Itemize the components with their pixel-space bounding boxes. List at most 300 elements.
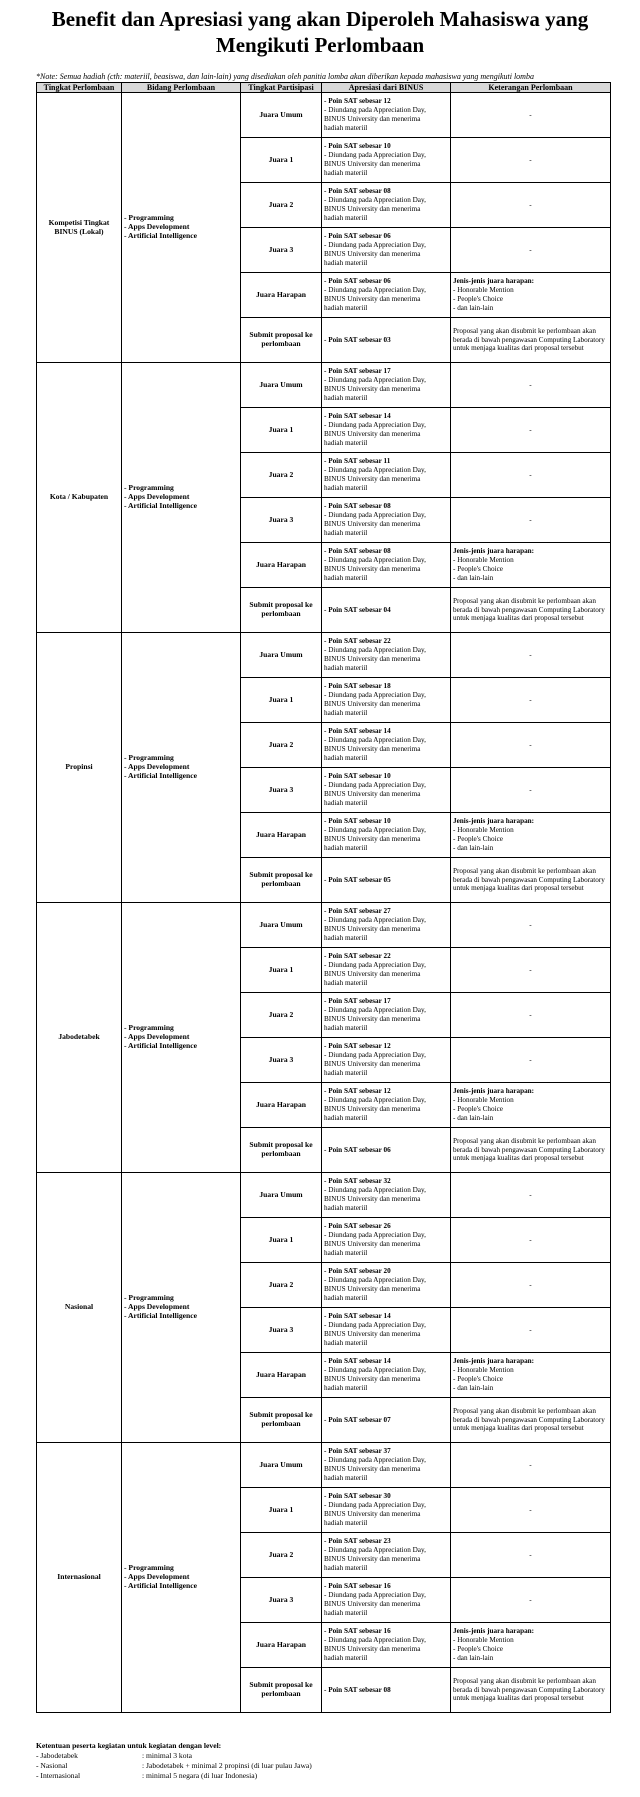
field-cell bbox=[122, 93, 241, 363]
appreciation-cell bbox=[322, 498, 451, 543]
award-text: BINUS University dan menerima bbox=[324, 1555, 421, 1563]
description-cell: - bbox=[451, 1533, 611, 1578]
award-text: hadiah materiil bbox=[324, 213, 368, 222]
points-text: - Poin SAT sebesar 18 bbox=[324, 682, 391, 691]
award-text: BINUS University dan menerima bbox=[324, 700, 421, 708]
award-text: hadiah materiil bbox=[324, 798, 368, 807]
award-text: BINUS University dan menerima bbox=[324, 1060, 421, 1068]
note-text: *Note: Semua hadiah (cth: materiil, beasiswa, dan lain-lain) yang disediakan oleh panitia lomba akan diberikan kepada mahasiswa yang mengikuti lomba bbox=[36, 72, 534, 81]
rules-title: Ketentuan peserta kegiatan untuk kegiatan dengan level: bbox=[36, 1741, 222, 1750]
rule-item bbox=[36, 1771, 610, 1781]
table-row bbox=[37, 363, 611, 408]
participation-cell: Juara Harapan bbox=[241, 273, 322, 318]
points-text: - Poin SAT sebesar 10 bbox=[324, 142, 391, 151]
field-item: - Apps Development bbox=[124, 492, 190, 502]
award-text: - Diundang pada Appreciation Day, bbox=[324, 916, 426, 925]
appreciation-cell bbox=[322, 858, 451, 903]
award-text: - Diundang pada Appreciation Day, bbox=[324, 691, 426, 700]
points-text: - Poin SAT sebesar 16 bbox=[324, 1627, 391, 1636]
award-text: BINUS University dan menerima bbox=[324, 925, 421, 933]
award-text: BINUS University dan menerima bbox=[324, 835, 421, 843]
appreciation-cell bbox=[322, 543, 451, 588]
harapan-item: - Honorable Mention bbox=[453, 1096, 514, 1105]
points-text: - Poin SAT sebesar 07 bbox=[324, 1415, 391, 1424]
table-row bbox=[37, 93, 611, 138]
appreciation-cell bbox=[322, 183, 451, 228]
award-text: BINUS University dan menerima bbox=[324, 430, 421, 438]
award-text: - Diundang pada Appreciation Day, bbox=[324, 961, 426, 970]
award-text: - Diundang pada Appreciation Day, bbox=[324, 376, 426, 385]
rule-item bbox=[36, 1751, 610, 1761]
description-cell: - bbox=[451, 903, 611, 948]
harapan-item: - dan lain-lain bbox=[453, 1653, 494, 1662]
field-item: - Artificial Intelligence bbox=[124, 1040, 197, 1050]
description-cell: - bbox=[451, 93, 611, 138]
award-text: BINUS University dan menerima bbox=[324, 1240, 421, 1248]
award-text: - Diundang pada Appreciation Day, bbox=[324, 1591, 426, 1600]
award-text: hadiah materiil bbox=[324, 123, 368, 132]
points-text: - Poin SAT sebesar 08 bbox=[324, 187, 391, 196]
appreciation-cell bbox=[322, 993, 451, 1038]
participation-cell: Submit proposal ke perlombaan bbox=[241, 1398, 322, 1443]
rule-item bbox=[36, 1761, 610, 1771]
harapan-item: - People's Choice bbox=[453, 835, 504, 843]
award-text: BINUS University dan menerima bbox=[324, 1285, 421, 1293]
harapan-title: Jenis-jenis juara harapan: bbox=[453, 547, 535, 556]
participation-cell: Juara 2 bbox=[241, 993, 322, 1038]
points-text: - Poin SAT sebesar 08 bbox=[324, 1685, 391, 1694]
award-text: - Diundang pada Appreciation Day, bbox=[324, 1546, 426, 1555]
points-text: - Poin SAT sebesar 32 bbox=[324, 1177, 391, 1186]
participation-cell: Juara 1 bbox=[241, 678, 322, 723]
harapan-item: - dan lain-lain bbox=[453, 1383, 494, 1392]
points-text: - Poin SAT sebesar 11 bbox=[324, 457, 391, 466]
harapan-title: Jenis-jenis juara harapan: bbox=[453, 1087, 535, 1096]
award-text: hadiah materiil bbox=[324, 753, 368, 762]
participation-cell: Juara 2 bbox=[241, 183, 322, 228]
participation-cell: Juara 1 bbox=[241, 408, 322, 453]
participation-cell: Juara 3 bbox=[241, 1038, 322, 1083]
field-item: - Apps Development bbox=[124, 222, 190, 232]
award-text: - Diundang pada Appreciation Day, bbox=[324, 106, 426, 115]
award-text: BINUS University dan menerima bbox=[324, 1330, 421, 1338]
description-cell: Proposal yang akan disubmit ke perlombaan akan berada di bawah pengawasan Computing Laboratory untuk menjaga kualitas dari proposal tersebut bbox=[451, 1398, 611, 1443]
award-text: hadiah materiil bbox=[324, 1608, 368, 1617]
award-text: - Diundang pada Appreciation Day, bbox=[324, 1186, 426, 1195]
harapan-item: - dan lain-lain bbox=[453, 573, 494, 582]
harapan-item: - People's Choice bbox=[453, 1645, 504, 1653]
harapan-item: - dan lain-lain bbox=[453, 843, 494, 852]
field-item: - Programming bbox=[124, 483, 174, 493]
description-cell: Proposal yang akan disubmit ke perlombaan akan berada di bawah pengawasan Computing Laboratory untuk menjaga kualitas dari proposal tersebut bbox=[451, 858, 611, 903]
participation-cell: Submit proposal ke perlombaan bbox=[241, 588, 322, 633]
level-cell: Jabodetabek bbox=[37, 903, 122, 1173]
harapan-item: - People's Choice bbox=[453, 1105, 504, 1113]
field-item: - Apps Development bbox=[124, 762, 190, 772]
award-text: - Diundang pada Appreciation Day, bbox=[324, 736, 426, 745]
participation-cell: Juara Harapan bbox=[241, 543, 322, 588]
description-cell: - bbox=[451, 183, 611, 228]
rule-label: - Internasional bbox=[36, 1771, 81, 1780]
points-text: - Poin SAT sebesar 22 bbox=[324, 952, 391, 961]
harapan-title: Jenis-jenis juara harapan: bbox=[453, 277, 535, 286]
award-text: hadiah materiil bbox=[324, 933, 368, 942]
award-text: - Diundang pada Appreciation Day, bbox=[324, 1501, 426, 1510]
description-cell: - bbox=[451, 633, 611, 678]
description-cell: - bbox=[451, 1038, 611, 1083]
award-text: BINUS University dan menerima bbox=[324, 1375, 421, 1383]
description-cell: - bbox=[451, 1488, 611, 1533]
field-cell bbox=[122, 903, 241, 1173]
description-cell bbox=[451, 1623, 611, 1668]
points-text: - Poin SAT sebesar 12 bbox=[324, 1042, 391, 1051]
appreciation-cell bbox=[322, 633, 451, 678]
rules-section bbox=[36, 1741, 610, 1781]
appreciation-cell bbox=[322, 1353, 451, 1398]
description-cell: - bbox=[451, 723, 611, 768]
award-text: hadiah materiil bbox=[324, 708, 368, 717]
participation-cell: Juara 3 bbox=[241, 228, 322, 273]
description-cell: - bbox=[451, 228, 611, 273]
award-text: hadiah materiil bbox=[324, 393, 368, 402]
appreciation-cell bbox=[322, 1488, 451, 1533]
table-header-row bbox=[37, 83, 611, 93]
award-text: hadiah materiil bbox=[324, 1518, 368, 1527]
participation-cell: Juara Harapan bbox=[241, 1353, 322, 1398]
harapan-item: - People's Choice bbox=[453, 1375, 504, 1383]
points-text: - Poin SAT sebesar 27 bbox=[324, 907, 391, 916]
field-item: - Programming bbox=[124, 1563, 174, 1573]
award-text: BINUS University dan menerima bbox=[324, 1510, 421, 1518]
award-text: hadiah materiil bbox=[324, 303, 368, 312]
points-text: - Poin SAT sebesar 20 bbox=[324, 1267, 391, 1276]
award-text: BINUS University dan menerima bbox=[324, 475, 421, 483]
award-text: hadiah materiil bbox=[324, 978, 368, 987]
award-text: BINUS University dan menerima bbox=[324, 295, 421, 303]
header-field: Bidang Perlombaan bbox=[122, 83, 241, 93]
award-text: - Diundang pada Appreciation Day, bbox=[324, 1456, 426, 1465]
participation-cell: Juara Umum bbox=[241, 363, 322, 408]
field-item: - Apps Development bbox=[124, 1032, 190, 1042]
appreciation-cell bbox=[322, 1173, 451, 1218]
description-cell: Proposal yang akan disubmit ke perlombaan akan berada di bawah pengawasan Computing Laboratory untuk menjaga kualitas dari proposal tersebut bbox=[451, 588, 611, 633]
description-cell: - bbox=[451, 138, 611, 183]
appreciation-cell bbox=[322, 228, 451, 273]
points-text: - Poin SAT sebesar 03 bbox=[324, 335, 391, 344]
description-cell: - bbox=[451, 363, 611, 408]
award-text: hadiah materiil bbox=[324, 1383, 368, 1392]
harapan-item: - dan lain-lain bbox=[453, 303, 494, 312]
award-text: BINUS University dan menerima bbox=[324, 250, 421, 258]
appreciation-cell bbox=[322, 318, 451, 363]
header-level: Tingkat Perlombaan bbox=[37, 83, 122, 93]
award-text: - Diundang pada Appreciation Day, bbox=[324, 1276, 426, 1285]
field-item: - Programming bbox=[124, 753, 174, 763]
award-text: hadiah materiil bbox=[324, 1023, 368, 1032]
points-text: - Poin SAT sebesar 23 bbox=[324, 1537, 391, 1546]
award-text: hadiah materiil bbox=[324, 483, 368, 492]
description-cell: - bbox=[451, 768, 611, 813]
award-text: BINUS University dan menerima bbox=[324, 1195, 421, 1203]
participation-cell: Juara Harapan bbox=[241, 1083, 322, 1128]
description-cell: - bbox=[451, 1263, 611, 1308]
participation-cell: Juara 1 bbox=[241, 1488, 322, 1533]
description-cell: - bbox=[451, 1578, 611, 1623]
points-text: - Poin SAT sebesar 12 bbox=[324, 97, 391, 106]
award-text: - Diundang pada Appreciation Day, bbox=[324, 1321, 426, 1330]
appreciation-cell bbox=[322, 1038, 451, 1083]
award-text: hadiah materiil bbox=[324, 1473, 368, 1482]
award-text: BINUS University dan menerima bbox=[324, 1645, 421, 1653]
award-text: BINUS University dan menerima bbox=[324, 745, 421, 753]
description-cell bbox=[451, 273, 611, 318]
header-participation: Tingkat Partisipasi bbox=[241, 83, 322, 93]
harapan-item: - Honorable Mention bbox=[453, 826, 514, 835]
award-text: hadiah materiil bbox=[324, 168, 368, 177]
award-text: BINUS University dan menerima bbox=[324, 115, 421, 123]
award-text: hadiah materiil bbox=[324, 1653, 368, 1662]
points-text: - Poin SAT sebesar 16 bbox=[324, 1582, 391, 1591]
participation-cell: Juara 3 bbox=[241, 498, 322, 543]
points-text: - Poin SAT sebesar 14 bbox=[324, 412, 391, 421]
award-text: hadiah materiil bbox=[324, 438, 368, 447]
award-text: - Diundang pada Appreciation Day, bbox=[324, 1366, 426, 1375]
harapan-title: Jenis-jenis juara harapan: bbox=[453, 817, 535, 826]
participation-cell: Juara Umum bbox=[241, 1173, 322, 1218]
participation-cell: Juara 1 bbox=[241, 138, 322, 183]
field-cell bbox=[122, 633, 241, 903]
harapan-item: - dan lain-lain bbox=[453, 1113, 494, 1122]
level-cell: Internasional bbox=[37, 1443, 122, 1713]
description-cell bbox=[451, 543, 611, 588]
rule-value: : minimal 5 negara (di luar Indonesia) bbox=[142, 1771, 258, 1780]
award-text: hadiah materiil bbox=[324, 843, 368, 852]
description-cell: - bbox=[451, 1173, 611, 1218]
award-text: hadiah materiil bbox=[324, 1338, 368, 1347]
award-text: hadiah materiil bbox=[324, 1293, 368, 1302]
points-text: - Poin SAT sebesar 06 bbox=[324, 1145, 391, 1154]
award-text: hadiah materiil bbox=[324, 1113, 368, 1122]
appreciation-cell bbox=[322, 1128, 451, 1173]
field-item: - Artificial Intelligence bbox=[124, 230, 197, 240]
award-text: - Diundang pada Appreciation Day, bbox=[324, 556, 426, 565]
participation-cell: Juara Umum bbox=[241, 1443, 322, 1488]
rule-label: - Jabodetabek bbox=[36, 1751, 78, 1760]
points-text: - Poin SAT sebesar 12 bbox=[324, 1087, 391, 1096]
description-cell: - bbox=[451, 678, 611, 723]
award-text: BINUS University dan menerima bbox=[324, 790, 421, 798]
points-text: - Poin SAT sebesar 22 bbox=[324, 637, 391, 646]
description-cell: - bbox=[451, 1218, 611, 1263]
award-text: - Diundang pada Appreciation Day, bbox=[324, 826, 426, 835]
rule-label: - Nasional bbox=[36, 1761, 68, 1770]
award-text: BINUS University dan menerima bbox=[324, 160, 421, 168]
appreciation-cell bbox=[322, 813, 451, 858]
field-cell bbox=[122, 1443, 241, 1713]
description-cell: - bbox=[451, 993, 611, 1038]
appreciation-cell bbox=[322, 948, 451, 993]
points-text: - Poin SAT sebesar 26 bbox=[324, 1222, 391, 1231]
rule-value: : Jabodetabek + minimal 2 propinsi (di luar pulau Jawa) bbox=[142, 1761, 312, 1770]
description-cell: - bbox=[451, 408, 611, 453]
award-text: BINUS University dan menerima bbox=[324, 655, 421, 663]
field-item: - Artificial Intelligence bbox=[124, 1580, 197, 1590]
points-text: - Poin SAT sebesar 14 bbox=[324, 1312, 391, 1321]
appreciation-cell bbox=[322, 1443, 451, 1488]
points-text: - Poin SAT sebesar 05 bbox=[324, 875, 391, 884]
page-title: Benefit dan Apresiasi yang akan Diperoleh Mahasiswa yang Mengikuti Perlombaan bbox=[51, 7, 589, 57]
award-text: - Diundang pada Appreciation Day, bbox=[324, 781, 426, 790]
field-item: - Apps Development bbox=[124, 1572, 190, 1582]
header-appreciation: Apresiasi dari BINUS bbox=[322, 83, 451, 93]
participation-cell: Submit proposal ke perlombaan bbox=[241, 858, 322, 903]
award-text: BINUS University dan menerima bbox=[324, 1600, 421, 1608]
award-text: hadiah materiil bbox=[324, 1068, 368, 1077]
participation-cell: Juara Umum bbox=[241, 93, 322, 138]
award-text: hadiah materiil bbox=[324, 258, 368, 267]
award-text: - Diundang pada Appreciation Day, bbox=[324, 196, 426, 205]
points-text: - Poin SAT sebesar 17 bbox=[324, 367, 391, 376]
award-text: - Diundang pada Appreciation Day, bbox=[324, 1636, 426, 1645]
appreciation-cell bbox=[322, 93, 451, 138]
harapan-item: - Honorable Mention bbox=[453, 286, 514, 295]
appreciation-cell bbox=[322, 768, 451, 813]
award-text: - Diundang pada Appreciation Day, bbox=[324, 241, 426, 250]
participation-cell: Juara 3 bbox=[241, 768, 322, 813]
appreciation-cell bbox=[322, 1623, 451, 1668]
points-text: - Poin SAT sebesar 14 bbox=[324, 1357, 391, 1366]
appreciation-cell bbox=[322, 1218, 451, 1263]
description-cell: Proposal yang akan disubmit ke perlombaan akan berada di bawah pengawasan Computing Laboratory untuk menjaga kualitas dari proposal tersebut bbox=[451, 1128, 611, 1173]
appreciation-cell bbox=[322, 1263, 451, 1308]
appreciation-cell bbox=[322, 1533, 451, 1578]
appreciation-cell bbox=[322, 588, 451, 633]
points-text: - Poin SAT sebesar 10 bbox=[324, 772, 391, 781]
field-item: - Artificial Intelligence bbox=[124, 770, 197, 780]
participation-cell: Juara 1 bbox=[241, 948, 322, 993]
award-text: - Diundang pada Appreciation Day, bbox=[324, 286, 426, 295]
participation-cell: Juara 2 bbox=[241, 453, 322, 498]
table-row bbox=[37, 1443, 611, 1488]
appreciation-cell bbox=[322, 1578, 451, 1623]
harapan-title: Jenis-jenis juara harapan: bbox=[453, 1627, 535, 1636]
points-text: - Poin SAT sebesar 10 bbox=[324, 817, 391, 826]
appreciation-cell bbox=[322, 1668, 451, 1713]
participation-cell: Submit proposal ke perlombaan bbox=[241, 1668, 322, 1713]
participation-cell: Juara Umum bbox=[241, 903, 322, 948]
award-text: hadiah materiil bbox=[324, 573, 368, 582]
field-item: - Programming bbox=[124, 1023, 174, 1033]
appreciation-cell bbox=[322, 138, 451, 183]
description-cell: Proposal yang akan disubmit ke perlombaan akan berada di bawah pengawasan Computing Laboratory untuk menjaga kualitas dari proposal tersebut bbox=[451, 1668, 611, 1713]
award-text: hadiah materiil bbox=[324, 1248, 368, 1257]
description-cell bbox=[451, 1353, 611, 1398]
table-row bbox=[37, 1173, 611, 1218]
table-row bbox=[37, 633, 611, 678]
award-text: BINUS University dan menerima bbox=[324, 970, 421, 978]
award-text: - Diundang pada Appreciation Day, bbox=[324, 1051, 426, 1060]
level-cell: Kota / Kabupaten bbox=[37, 363, 122, 633]
points-text: - Poin SAT sebesar 06 bbox=[324, 277, 391, 286]
description-cell: Proposal yang akan disubmit ke perlombaan akan berada di bawah pengawasan Computing Laboratory untuk menjaga kualitas dari proposal tersebut bbox=[451, 318, 611, 363]
award-text: BINUS University dan menerima bbox=[324, 205, 421, 213]
award-text: hadiah materiil bbox=[324, 1203, 368, 1212]
participation-cell: Submit proposal ke perlombaan bbox=[241, 318, 322, 363]
award-text: - Diundang pada Appreciation Day, bbox=[324, 466, 426, 475]
award-text: - Diundang pada Appreciation Day, bbox=[324, 646, 426, 655]
appreciation-cell bbox=[322, 1083, 451, 1128]
harapan-item: - Honorable Mention bbox=[453, 1366, 514, 1375]
award-text: - Diundang pada Appreciation Day, bbox=[324, 421, 426, 430]
harapan-item: - Honorable Mention bbox=[453, 556, 514, 565]
rule-value: : minimal 3 kota bbox=[142, 1751, 192, 1760]
field-item: - Programming bbox=[124, 213, 174, 223]
level-cell: Nasional bbox=[37, 1173, 122, 1443]
appreciation-cell bbox=[322, 453, 451, 498]
table-row bbox=[37, 903, 611, 948]
harapan-item: - People's Choice bbox=[453, 565, 504, 573]
participation-cell: Juara 2 bbox=[241, 723, 322, 768]
appreciation-cell bbox=[322, 363, 451, 408]
appreciation-cell bbox=[322, 1398, 451, 1443]
appreciation-cell bbox=[322, 408, 451, 453]
award-text: - Diundang pada Appreciation Day, bbox=[324, 1006, 426, 1015]
participation-cell: Submit proposal ke perlombaan bbox=[241, 1128, 322, 1173]
participation-cell: Juara Harapan bbox=[241, 813, 322, 858]
points-text: - Poin SAT sebesar 04 bbox=[324, 605, 391, 614]
field-item: - Apps Development bbox=[124, 1302, 190, 1312]
points-text: - Poin SAT sebesar 17 bbox=[324, 997, 391, 1006]
points-text: - Poin SAT sebesar 08 bbox=[324, 502, 391, 511]
award-text: - Diundang pada Appreciation Day, bbox=[324, 511, 426, 520]
description-cell: - bbox=[451, 498, 611, 543]
field-item: - Artificial Intelligence bbox=[124, 1310, 197, 1320]
level-cell: Propinsi bbox=[37, 633, 122, 903]
participation-cell: Juara Umum bbox=[241, 633, 322, 678]
award-text: BINUS University dan menerima bbox=[324, 565, 421, 573]
description-cell bbox=[451, 1083, 611, 1128]
field-cell bbox=[122, 1173, 241, 1443]
award-text: - Diundang pada Appreciation Day, bbox=[324, 1096, 426, 1105]
description-cell: - bbox=[451, 1308, 611, 1353]
header-description: Keterangan Perlombaan bbox=[451, 83, 611, 93]
description-cell bbox=[451, 813, 611, 858]
award-text: - Diundang pada Appreciation Day, bbox=[324, 1231, 426, 1240]
field-item: - Programming bbox=[124, 1293, 174, 1303]
appreciation-cell bbox=[322, 903, 451, 948]
appreciation-cell bbox=[322, 1308, 451, 1353]
points-text: - Poin SAT sebesar 08 bbox=[324, 547, 391, 556]
appreciation-cell bbox=[322, 273, 451, 318]
award-text: BINUS University dan menerima bbox=[324, 1105, 421, 1113]
participation-cell: Juara 2 bbox=[241, 1533, 322, 1578]
participation-cell: Juara 2 bbox=[241, 1263, 322, 1308]
award-text: BINUS University dan menerima bbox=[324, 385, 421, 393]
points-text: - Poin SAT sebesar 06 bbox=[324, 232, 391, 241]
description-cell: - bbox=[451, 453, 611, 498]
participation-cell: Juara Harapan bbox=[241, 1623, 322, 1668]
appreciation-cell bbox=[322, 723, 451, 768]
description-cell: - bbox=[451, 948, 611, 993]
points-text: - Poin SAT sebesar 30 bbox=[324, 1492, 391, 1501]
harapan-item: - People's Choice bbox=[453, 295, 504, 303]
participation-cell: Juara 3 bbox=[241, 1308, 322, 1353]
harapan-item: - Honorable Mention bbox=[453, 1636, 514, 1645]
harapan-title: Jenis-jenis juara harapan: bbox=[453, 1357, 535, 1366]
field-item: - Artificial Intelligence bbox=[124, 500, 197, 510]
award-text: hadiah materiil bbox=[324, 528, 368, 537]
level-cell: Kompetisi Tingkat BINUS (Lokal) bbox=[37, 93, 122, 363]
